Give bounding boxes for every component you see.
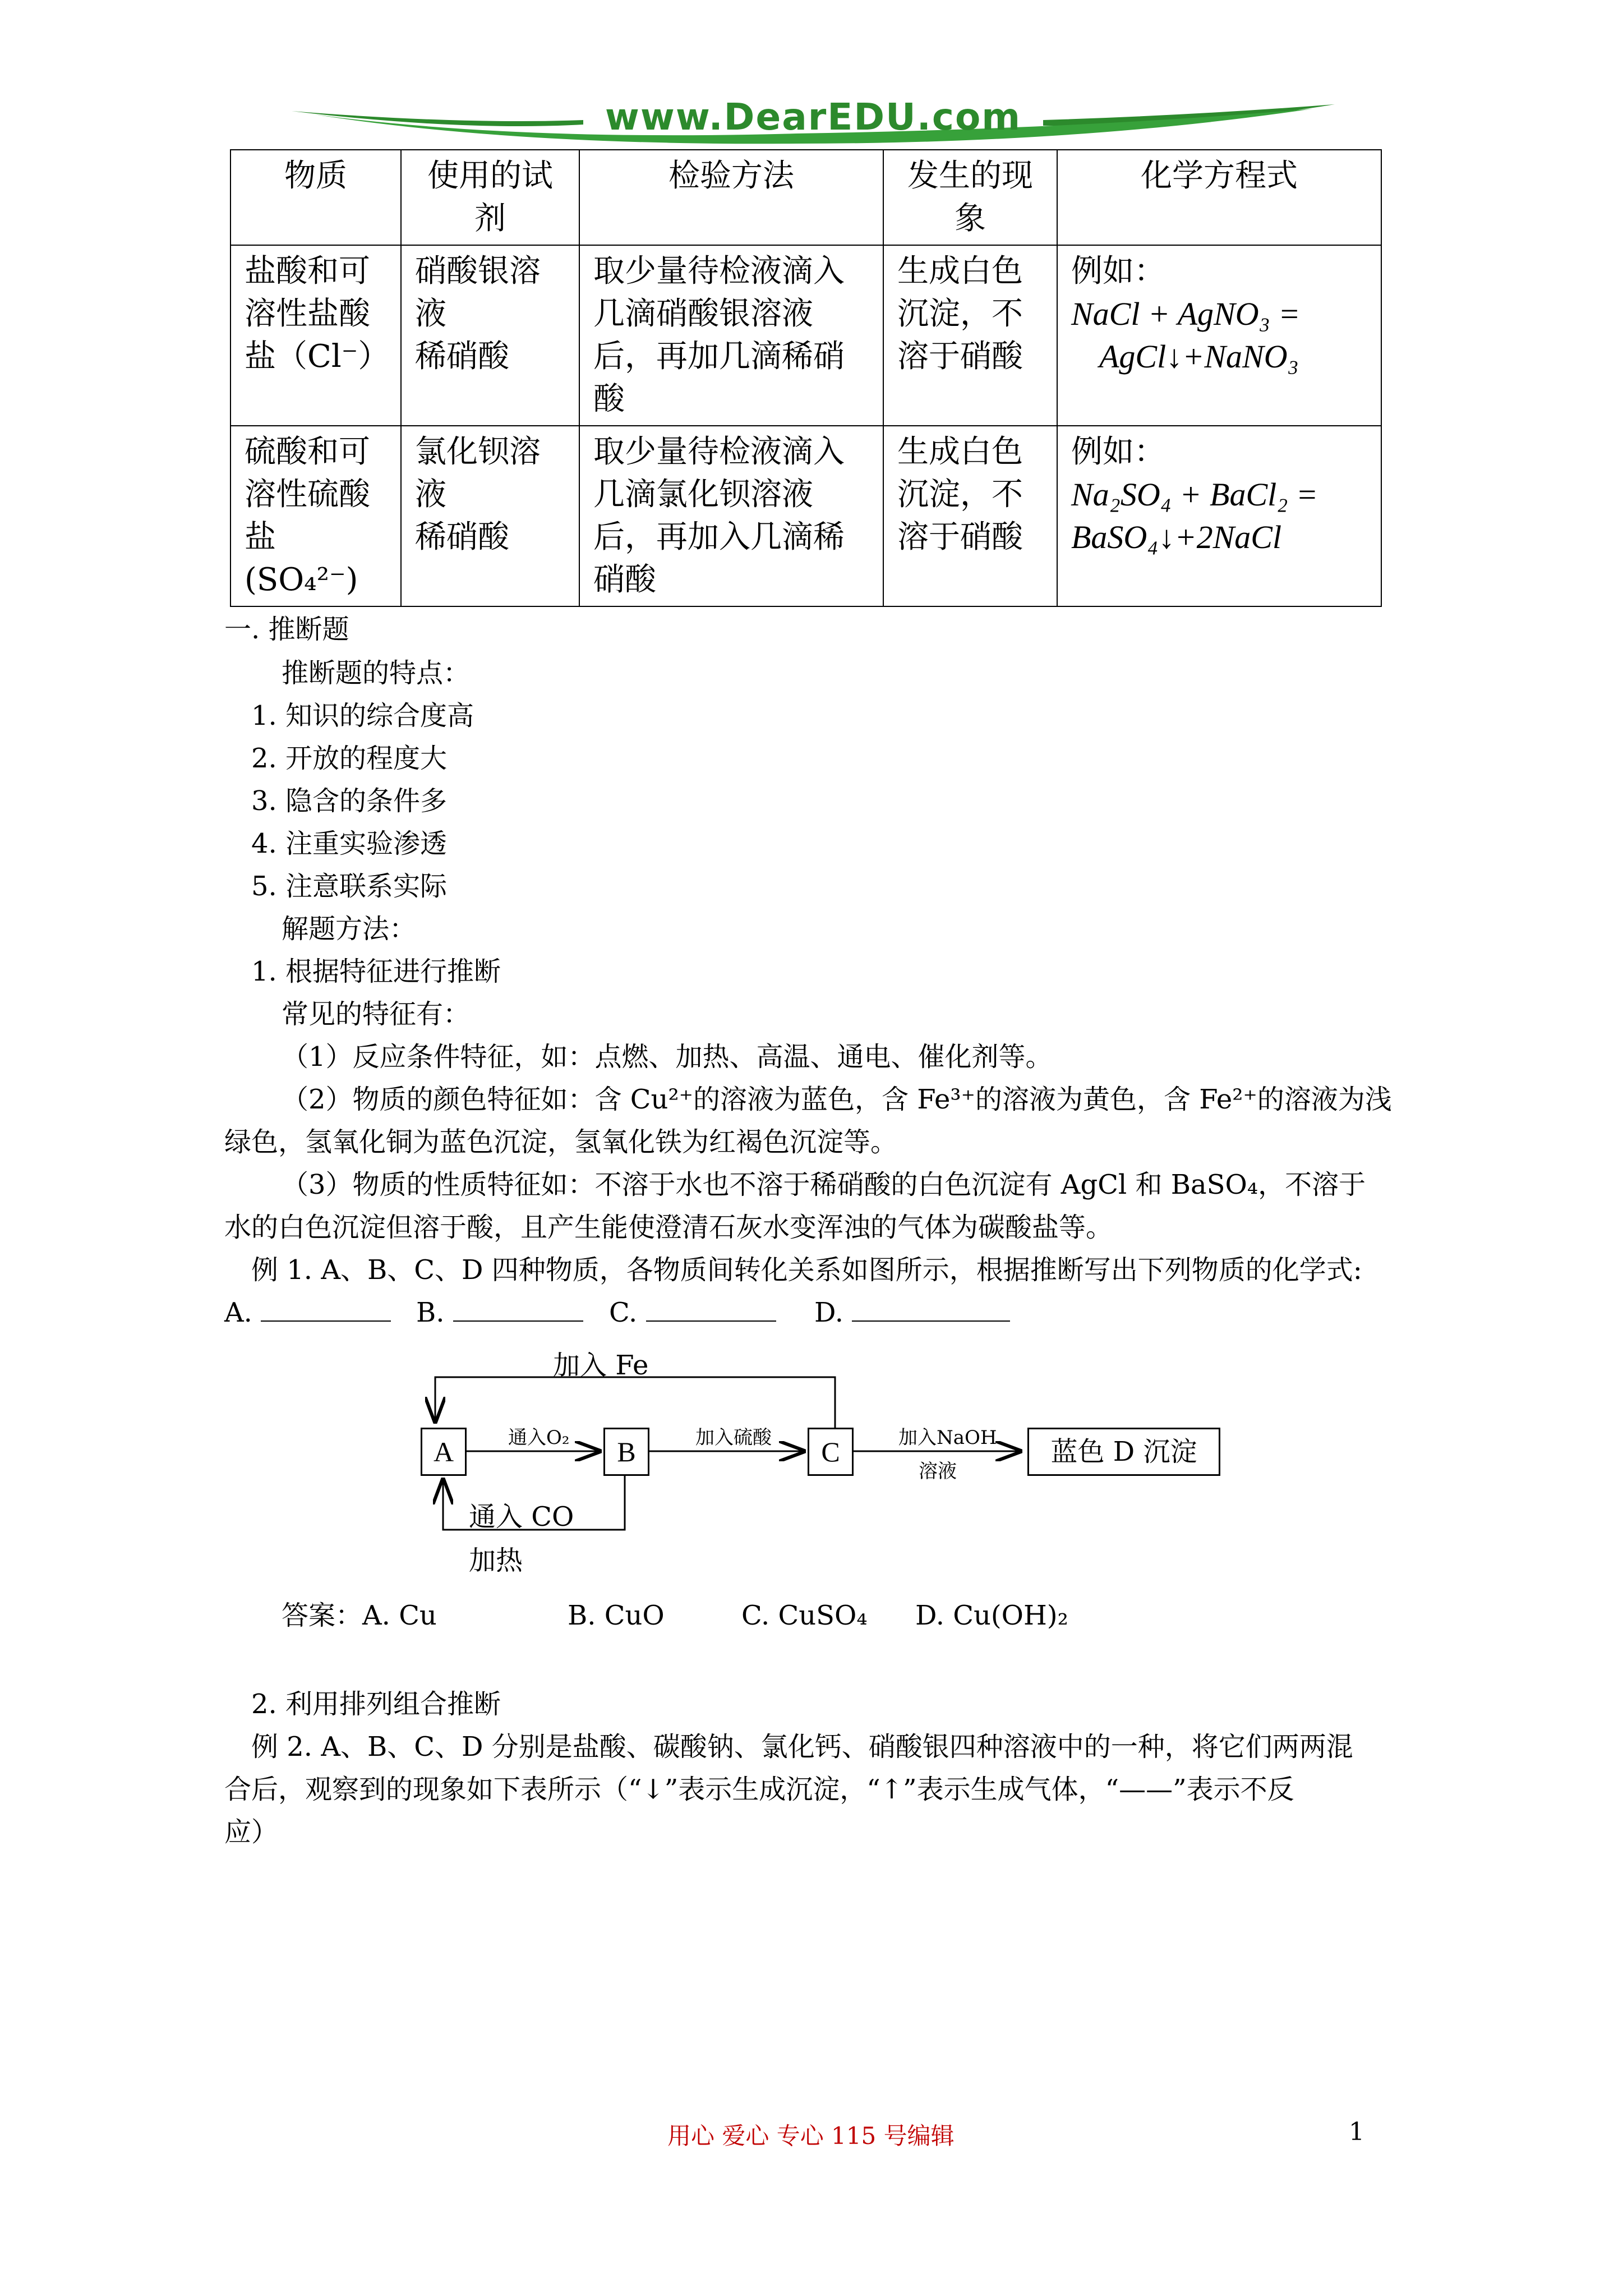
- header-substance: 物质: [230, 150, 401, 245]
- blank-label: C.: [609, 1297, 638, 1328]
- table-row: [230, 245, 1381, 426]
- feature-item: 4. 注重实验渗透: [251, 828, 448, 859]
- equation-line-1: Na₂SO₄ + BaCl₂ =: [1071, 476, 1318, 513]
- label-add-naoh: 加入NaOH: [898, 1427, 997, 1449]
- method-1: 1. 根据特征进行推断: [251, 956, 501, 987]
- footer-motto: 用心 爱心 专心 115 号编辑: [667, 2122, 955, 2150]
- reagent-secondary: 稀硝酸: [415, 338, 509, 375]
- cell-substance: 硫酸和可溶性硫酸盐(SO₄²⁻): [230, 426, 401, 606]
- answer-b: B. CuO: [568, 1600, 665, 1631]
- label-add-o2: 通入O₂: [508, 1427, 570, 1449]
- method-title: 解题方法：: [282, 913, 417, 945]
- node-b: B: [603, 1428, 649, 1476]
- feature-condition: （1）反应条件特征，如：点燃、加热、高温、通电、催化剂等。: [282, 1041, 1053, 1073]
- cell-method: 取少量待检液滴入几滴氯化钡溶液后，再加入几滴稀硝酸: [579, 426, 883, 606]
- reagent-primary: 氯化钡溶液: [415, 434, 541, 513]
- label-add-co: 通入 CO: [469, 1501, 574, 1533]
- conversion-diagram: [415, 1343, 1228, 1585]
- common-features-title: 常见的特征有：: [282, 999, 471, 1030]
- header-equation: 化学方程式: [1057, 150, 1381, 245]
- node-a: A: [421, 1428, 467, 1476]
- reagent-table: [230, 149, 1382, 607]
- features-title: 推断题的特点：: [282, 657, 471, 689]
- feature-item: 1. 知识的综合度高: [251, 700, 474, 731]
- node-c: C: [808, 1428, 854, 1476]
- reagent-secondary: 稀硝酸: [415, 519, 509, 555]
- cell-method: 取少量待检液滴入几滴硝酸银溶液后，再加几滴稀硝酸: [579, 245, 883, 426]
- method-2: 2. 利用排列组合推断: [251, 1688, 501, 1720]
- example-2-line-3: 应）: [224, 1816, 279, 1848]
- node-d: 蓝色 D 沉淀: [1027, 1428, 1220, 1476]
- feature-property-line-2: 水的白色沉淀但溶于酸，且产生能使澄清石灰水变浑浊的气体为碳酸盐等。: [224, 1212, 1113, 1243]
- header-method: 检验方法: [579, 150, 883, 245]
- blank-line: [261, 1297, 391, 1322]
- equation-line-2: AgCl↓+NaNO₃: [1099, 338, 1299, 375]
- site-banner: [292, 90, 1335, 157]
- answer-d: D. Cu(OH)₂: [915, 1600, 1068, 1631]
- label-solution: 溶液: [919, 1460, 957, 1483]
- feature-color-line-2: 绿色，氢氧化铜为蓝色沉淀，氢氧化铁为红褐色沉淀等。: [224, 1126, 898, 1158]
- blank-line: [646, 1297, 776, 1322]
- blank-label: A.: [224, 1297, 252, 1328]
- feature-item: 5. 注意联系实际: [251, 871, 448, 902]
- label-add-fe: 加入 Fe: [553, 1350, 649, 1381]
- answer-c: C. CuSO₄: [741, 1600, 868, 1631]
- reagent-primary: 硝酸银溶液: [415, 253, 541, 332]
- feature-item: 3. 隐含的条件多: [251, 785, 448, 817]
- section-title: 一. 推断题: [224, 614, 349, 645]
- label-add-acid: 加入硫酸: [695, 1427, 772, 1449]
- example-2-line-1: 例 2. A、B、C、D 分别是盐酸、碳酸钠、氯化钙、硝酸银四种溶液中的一种，将它们两两混: [251, 1731, 1353, 1763]
- feature-item: 2. 开放的程度大: [251, 743, 448, 774]
- cell-equation: [1057, 245, 1381, 426]
- cell-phenomenon: 生成白色沉淀，不溶于硝酸: [883, 426, 1057, 606]
- answer-label: 答案：: [282, 1600, 363, 1631]
- blank-label: D.: [814, 1297, 844, 1328]
- equation-line-2: BaSO₄↓+2NaCl: [1071, 519, 1282, 555]
- cell-reagent: [401, 245, 579, 426]
- answer-blank-d: [814, 1296, 1010, 1329]
- equation-line-1: NaCl + AgNO₃ =: [1071, 296, 1301, 332]
- feature-property-line-1: （3）物质的性质特征如：不溶于水也不溶于稀硝酸的白色沉淀有 AgCl 和 BaSO₄，不溶于: [282, 1169, 1366, 1200]
- cell-phenomenon: 生成白色沉淀，不溶于硝酸: [883, 245, 1057, 426]
- example-2-line-2: 合后，观察到的现象如下表所示（“↓”表示生成沉淀，“↑”表示生成气体，“——”表示不反: [224, 1774, 1294, 1805]
- equation-intro: 例如：: [1071, 434, 1165, 470]
- blank-line: [453, 1297, 583, 1322]
- page-number: 1: [1349, 2118, 1364, 2146]
- cell-reagent: [401, 426, 579, 606]
- cell-substance: 盐酸和可溶性盐酸盐（Cl⁻）: [230, 245, 401, 426]
- header-reagent: 使用的试剂: [401, 150, 579, 245]
- answer-line: [282, 1599, 437, 1632]
- answer-blank-c: [609, 1296, 776, 1329]
- answer-blank-a: [224, 1296, 391, 1329]
- label-heat: 加热: [469, 1545, 523, 1576]
- header-phenomenon: 发生的现象: [883, 150, 1057, 245]
- answer-a: A. Cu: [362, 1600, 437, 1631]
- cell-equation: [1057, 426, 1381, 606]
- example-1-text: 例 1. A、B、C、D 四种物质，各物质间转化关系如图所示，根据推断写出下列物质的化学式:: [251, 1254, 1362, 1286]
- feature-color-line-1: （2）物质的颜色特征如：含 Cu²⁺的溶液为蓝色，含 Fe³⁺的溶液为黄色，含 Fe²⁺的溶液为浅: [282, 1084, 1392, 1115]
- answer-blank-b: [416, 1296, 583, 1329]
- blank-label: B.: [416, 1297, 445, 1328]
- site-url: www.DearEDU.com: [605, 95, 1022, 139]
- equation-intro: 例如：: [1071, 253, 1165, 289]
- table-header-row: [230, 150, 1381, 245]
- table-row: [230, 426, 1381, 606]
- blank-line: [852, 1297, 1010, 1322]
